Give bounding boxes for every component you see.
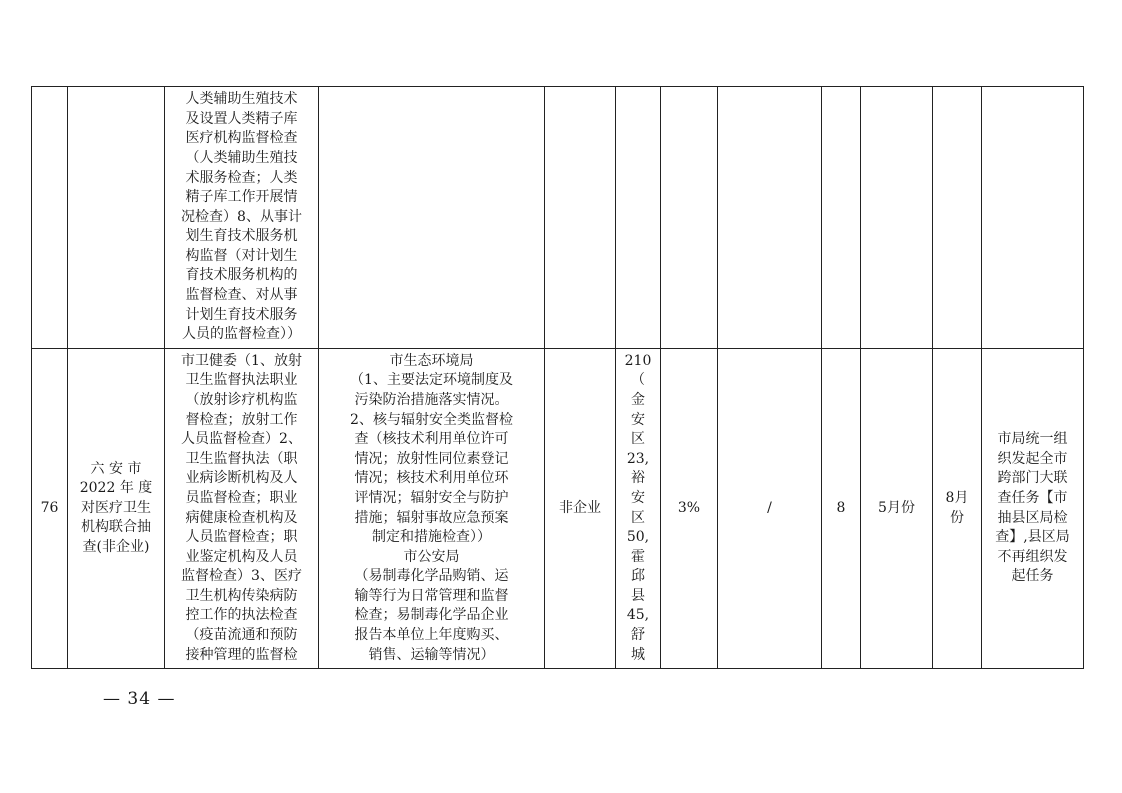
department-line: 查（核技术利用单位许可: [354, 431, 509, 448]
department-line: 2、核与辐射安全类监督检: [350, 411, 513, 428]
department-line: （易制毒化学品购销、运: [354, 568, 509, 585]
task-name-line: 2022 年 度: [79, 480, 153, 497]
cell-inspection-content: [165, 349, 319, 669]
cell-ratio: [661, 349, 718, 669]
department-line: 市公安局: [403, 548, 460, 565]
content-line: 术服务检查；人类: [185, 169, 298, 186]
table-row: [32, 349, 1084, 669]
content-line: （人类辅助生殖技: [185, 149, 298, 166]
count-line: 45,: [626, 607, 650, 624]
cell-start: [861, 87, 933, 349]
content-line: 卫生监督执法职业: [185, 372, 298, 389]
cell-count: [616, 349, 661, 669]
cell-inspection-content: [165, 87, 319, 349]
content-line: 况检查）8、从事计: [181, 208, 302, 225]
department-line: 市生态环境局: [389, 352, 474, 369]
content-line: 控工作的执法检查: [185, 607, 298, 624]
inspection-table: [31, 86, 1084, 669]
content-line: （疫苗流通和预防: [185, 627, 298, 644]
cell-task-name: [68, 349, 165, 669]
department-line: （1、主要法定环境制度及: [350, 372, 513, 389]
inspection-content-text: [165, 90, 318, 345]
task-name-line: 六 安 市: [90, 460, 142, 477]
count-line: 50,: [626, 529, 650, 546]
task-name-line: 机构联合抽: [81, 519, 151, 536]
end-month-line: 8月: [945, 489, 969, 506]
remark-line: 抽县区局检: [997, 509, 1068, 526]
count-line: 霍: [631, 548, 645, 565]
cell-departments: [319, 349, 545, 669]
inspection-content-text: [165, 352, 318, 666]
content-line: 业病诊断机构及人: [185, 470, 298, 487]
content-line: 人员监督检查）2、: [181, 431, 302, 448]
cell-object-type: [545, 349, 616, 669]
count-line: 县: [631, 587, 645, 604]
count-line: 金: [631, 391, 645, 408]
content-line: 计划生育技术服务: [185, 306, 298, 323]
table-row: [32, 87, 1084, 349]
department-line: 评情况；辐射安全与防护: [354, 489, 509, 506]
cell-slash: [718, 349, 822, 669]
count-line: 区: [631, 509, 645, 526]
remark-line: 起任务: [1011, 568, 1054, 585]
content-line: 医疗机构监督检查: [185, 130, 298, 147]
object-type: 非企业: [559, 499, 601, 516]
count-line: 210: [624, 352, 652, 369]
content-line: 及设置人类精子库: [185, 110, 298, 127]
end-month-line: 份: [950, 509, 964, 526]
cell-end: [933, 87, 982, 349]
content-line: 员监督检查；职业: [185, 489, 298, 506]
cell-number: [32, 87, 68, 349]
remark-line: 查任务【市: [997, 489, 1068, 506]
department-line: 措施；辐射事故应急预案: [354, 509, 509, 526]
remark-line: 织发起全市: [997, 450, 1068, 467]
start-month: 5月份: [878, 499, 915, 516]
remark-text: [982, 430, 1083, 587]
row-number: 76: [40, 499, 59, 516]
cell-departments: [319, 87, 545, 349]
sampling-ratio: 3%: [677, 499, 701, 516]
department-line: 报告本单位上年度购买、: [354, 627, 509, 644]
content-line: 人员监督检查；职: [185, 529, 298, 546]
department-line: 输等行为日常管理和监督: [354, 587, 509, 604]
content-line: 划生育技术服务机: [185, 228, 298, 245]
cell-n: [822, 87, 861, 349]
content-line: 督检查；放射工作: [185, 411, 298, 428]
content-line: 业鉴定机构及人员: [185, 548, 298, 565]
department-line: 污染防治措施落实情况。: [354, 391, 509, 408]
remark-line: 市局统一组: [997, 431, 1068, 448]
content-line: 人类辅助生殖技术: [185, 91, 298, 108]
cell-object-type: [545, 87, 616, 349]
cell-remark: [982, 87, 1084, 349]
cell-task-name: [68, 87, 165, 349]
count-line: 裕: [631, 470, 645, 487]
content-line: 构监督（对计划生: [185, 247, 298, 264]
count-value: 8: [836, 499, 846, 516]
content-line: 病健康检查机构及: [185, 509, 298, 526]
cell-start: [861, 349, 933, 669]
cell-remark: [982, 349, 1084, 669]
task-name-line: 对医疗卫生: [81, 499, 151, 516]
content-line: 接种管理的监督检: [185, 646, 298, 663]
count-line: 安: [631, 489, 645, 506]
cell-number: [32, 349, 68, 669]
count-line: （: [631, 372, 645, 389]
count-line: 安: [631, 411, 645, 428]
content-line: 育技术服务机构的: [185, 267, 298, 284]
content-line: 卫生监督执法（职: [185, 450, 298, 467]
object-count-text: [616, 352, 660, 666]
cell-ratio: [661, 87, 718, 349]
remark-line: 跨部门大联: [997, 470, 1068, 487]
content-line: （放射诊疗机构监: [185, 391, 298, 408]
cell-n: [822, 349, 861, 669]
count-line: 区: [631, 431, 645, 448]
end-month: [933, 489, 981, 528]
count-line: 23,: [626, 450, 650, 467]
count-line: 城: [631, 646, 645, 663]
cell-end: [933, 349, 982, 669]
content-line: 精子库工作开展情: [185, 189, 298, 206]
remark-line: 不再组织发: [997, 548, 1068, 565]
department-line: 检查；易制毒化学品企业: [354, 607, 509, 624]
department-line: 销售、运输等情况）: [368, 646, 495, 663]
cell-count: [616, 87, 661, 349]
content-line: 人员的监督检查））: [182, 326, 301, 343]
department-line: 制定和措施检查））: [372, 529, 491, 546]
count-line: 邱: [631, 568, 645, 585]
task-name-line: 查(非企业): [82, 538, 150, 555]
remark-line: 查】,县区局: [995, 529, 1070, 546]
slash-value: /: [767, 499, 772, 516]
department-line: 情况；核技术利用单位环: [354, 470, 509, 487]
department-line: 情况；放射性同位素登记: [354, 450, 509, 467]
content-line: 市卫健委（1、放射: [181, 352, 302, 369]
content-line: 监督检查、对从事: [185, 287, 298, 304]
cell-blank: [718, 87, 822, 349]
content-line: 卫生机构传染病防: [185, 587, 298, 604]
departments-text: [319, 352, 544, 666]
count-line: 舒: [631, 627, 645, 644]
content-line: 监督检查）3、医疗: [181, 568, 302, 585]
task-name-text: [68, 460, 164, 558]
page-number: — 34 —: [103, 689, 176, 709]
